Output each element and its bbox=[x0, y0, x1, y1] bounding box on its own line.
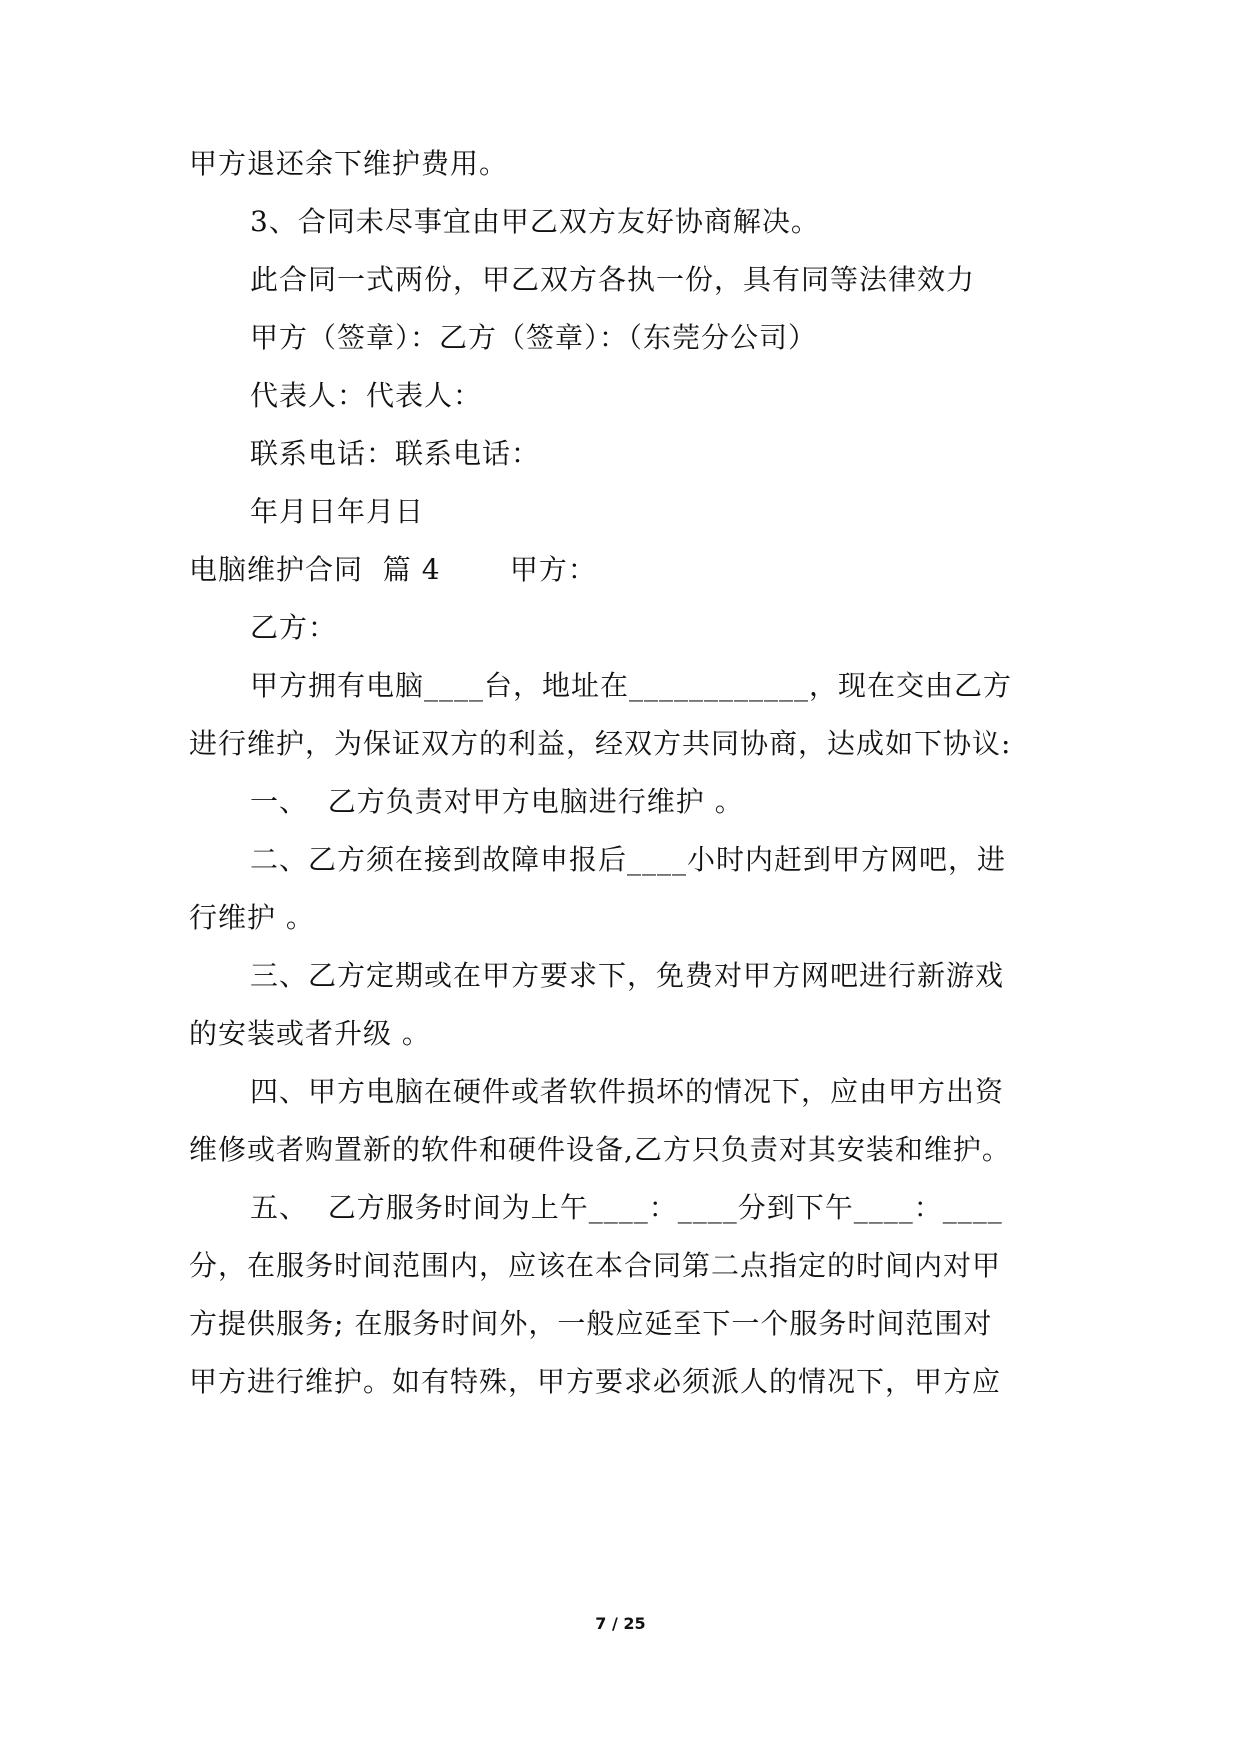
text-line: 乙方： bbox=[250, 611, 338, 644]
text-line: 3、合同未尽事宜由甲乙双方友好协商解决。 bbox=[250, 205, 820, 238]
text-line: 进行维护，为保证双方的利益，经双方共同协商，达成如下协议: bbox=[189, 727, 1012, 760]
text-line: 年月日年月日 bbox=[250, 495, 425, 528]
text-line: 一、 乙方负责对甲方电脑进行维护 。 bbox=[250, 785, 744, 818]
text-line: 的安装或者升级 。 bbox=[189, 1017, 431, 1050]
text-line: 三、乙方定期或在甲方要求下，免费对甲方网吧进行新游戏 bbox=[250, 959, 1005, 992]
text-line: 甲方（签章）：乙方（签章）：（东莞分公司） bbox=[250, 321, 818, 354]
text-line: 联系电话：联系电话： bbox=[250, 437, 541, 470]
text-line: 方提供服务; 在服务时间外，一般应延至下一个服务时间范围对 bbox=[189, 1307, 993, 1340]
text-line: 五、 乙方服务时间为上午____：____分到下午____：____ bbox=[250, 1191, 1003, 1224]
text-line: 分，在服务时间范围内，应该在本合同第二点指定的时间内对甲 bbox=[189, 1249, 1002, 1282]
text-line: 二、乙方须在接到故障申报后____小时内赶到甲方网吧，进 bbox=[250, 843, 1007, 876]
text-line: 行维护 。 bbox=[189, 901, 315, 934]
page-number: 7 / 25 bbox=[595, 1614, 646, 1633]
text-line: 甲方拥有电脑____台，地址在____________，现在交由乙方 bbox=[250, 669, 1013, 702]
text-line: 四、甲方电脑在硬件或者软件损坏的情况下，应由甲方出资 bbox=[250, 1075, 1005, 1108]
text-line: 甲方退还余下维护费用。 bbox=[189, 147, 509, 180]
text-line: 维修或者购置新的软件和硬件设备,乙方只负责对其安装和维护。 bbox=[189, 1133, 1011, 1166]
section-heading: 电脑维护合同 篇 4 甲方： bbox=[189, 553, 597, 586]
text-line: 代表人：代表人： bbox=[250, 379, 483, 412]
text-line: 此合同一式两份，甲乙双方各执一份，具有同等法律效力 bbox=[250, 263, 976, 296]
text-line: 甲方进行维护。如有特殊，甲方要求必须派人的情况下，甲方应 bbox=[189, 1365, 1002, 1398]
